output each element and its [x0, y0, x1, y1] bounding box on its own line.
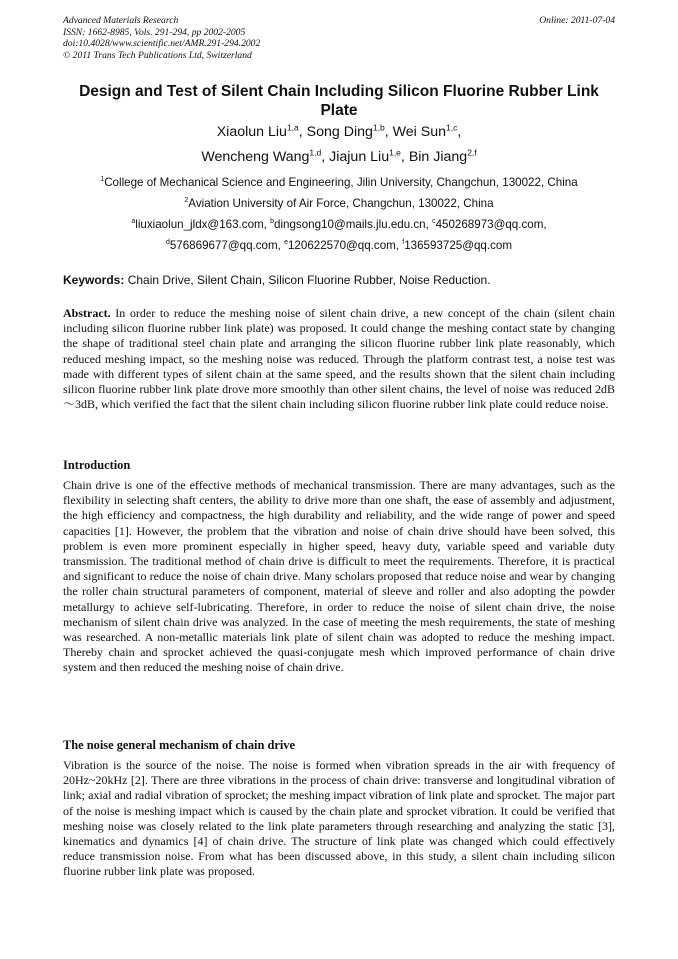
doi-line: doi:10.4028/www.scientific.net/AMR.291-294.2002 — [63, 38, 261, 49]
email-address[interactable]: liuxiaolun_jldx@163.com, — [135, 218, 271, 231]
email-address[interactable]: dingsong10@mails.jlu.edu.cn, — [274, 218, 433, 231]
affiliation-1 — [40, 175, 638, 190]
author-sup: 2,f — [467, 147, 477, 158]
journal-header — [63, 15, 615, 61]
abstract-label: Abstract. — [63, 306, 111, 320]
email-address[interactable]: 136593725@qq.com — [404, 239, 513, 252]
paper-title: Design and Test of Silent Chain Including Silicon Fluorine Rubber Link Plate — [79, 83, 599, 119]
keywords-label: Keywords: — [63, 273, 125, 287]
author-separator: , — [321, 149, 330, 165]
email-line-2 — [40, 238, 638, 253]
affiliation-text: College of Mechanical Science and Engineering, Jilin University, Changchun, 130022, China — [104, 176, 578, 189]
author-line-1 — [60, 123, 618, 141]
journal-name: Advanced Materials Research — [63, 15, 179, 26]
email-sup: e — [284, 239, 288, 247]
author-separator: , — [384, 124, 393, 140]
introduction-heading: Introduction — [63, 458, 131, 472]
author-name: Song Ding — [306, 124, 373, 140]
keywords-text: Chain Drive, Silent Chain, Silicon Fluorine Rubber, Noise Reduction. — [124, 273, 491, 287]
author-sup: 1,c — [446, 122, 458, 133]
email-sup: a — [131, 218, 136, 226]
introduction-text: Chain drive is one of the effective methods of mechanical transmission. There are many advantages, such as the flexibility in selecting shaft centers, the ability to drive more than one shaft, the ease of assembly and adjustment, the high efficiency and compactness, the high durability and reliability, and the wide range of power and speed capacities [1]. However, the problem that the vibration and noise of chain drive should have been solved, this problem is even more prominent especially in higher speed, heavy duty, variable speed and variable duty transmission. The traditional method of chain drive is difficult to meet the requirements. Therefore, it is practical and significant to reduce the noise of chain drive. Many scholars proposed that reduce noise and wear by changing the roller chain structural parameters of component, material of sleeve and roller and also adopting the powder metallurgy to achieve self-lubricating. Therefore, in order to reduce the noise of silent chain drive, the noise mechanism of silent chain drive was analyzed. In the case of meeting the mesh requirements, the state of meshing was researched. A non-metallic materials link plate of silent chain was adopted to reduce the meshing impact. Thereby chain and sprocket achieved the quasi-conjugate mesh which improved performance of chain drive system and then reduced the meshing noise of chain drive. — [63, 478, 615, 675]
author-separator: , — [400, 149, 409, 165]
email-sup: c — [432, 218, 436, 226]
author-separator: , — [457, 124, 462, 140]
email-address[interactable]: 120622570@qq.com, — [287, 239, 403, 252]
email-sup: d — [165, 239, 170, 247]
author-name: Wei Sun — [392, 124, 446, 140]
author-sup: 1,e — [389, 147, 401, 158]
author-name: Wencheng Wang — [201, 149, 310, 165]
issn-line: ISSN: 1662-8985, Vols. 291-294, pp 2002-2005 — [63, 26, 246, 38]
online-date: Online: 2011-07-04 — [539, 15, 615, 26]
author-sup: 1,b — [372, 122, 385, 133]
copyright-line: © 2011 Trans Tech Publications Ltd, Switzerland — [63, 49, 252, 61]
author-line-2 — [60, 148, 618, 166]
email-address[interactable]: 450268973@qq.com, — [435, 218, 547, 231]
section-heading: The noise general mechanism of chain drive — [63, 738, 295, 752]
author-separator: , — [298, 124, 307, 140]
email-line-1 — [40, 217, 638, 232]
email-sup: f — [402, 239, 405, 247]
keywords — [63, 273, 615, 288]
author-sup: 1,d — [309, 147, 322, 158]
author-name: Bin Jiang — [408, 149, 468, 165]
affiliation-sup: 2 — [184, 197, 189, 205]
affiliation-sup: 1 — [100, 176, 105, 184]
abstract — [63, 306, 615, 412]
section-text: Vibration is the source of the noise. The noise is formed when vibration spreads in the air with frequency of 20Hz~20kHz [2]. There are three vibrations in the process of chain drive: transverse and longitudinal vibration of link; axial and radial vibration of sprocket; the meshing impact vibration of link plate and sprocket. The major part of the noise is meshing impact which is caused by the chain plate and sprocket vibration. It could be verified that meshing noise was closely related to the link plate parameters through researching and analyzing the static [3], kinematics and dynamics [4] of chain drive. The structure of link plate was changed which could effectively reduce transmission noise. From what has been discussed above, in this study, a silent chain including silicon fluorine rubber link plate was proposed. — [63, 758, 615, 879]
abstract-text: In order to reduce the meshing noise of silent chain drive, a new concept of the chain (silent chain including silicon fluorine rubber link plate) was proposed. It could change the meshing contact state by changing the shape of traditional steel chain plate and arranging the silicon fluorine rubber link plate reasonably, which reduced meshing impact, so the meshing noise was reduced. Through the platform contrast test, a noise test was made with different types of silent chain at the same speed, and the results shown that the silent chain including silicon fluorine rubber link plate drove more smoothly than other silent chains, the level of noise was reduced 2dB～3dB, which verified the fact that the silent chain including silicon fluorine rubber link plate could reduce noise. — [63, 306, 615, 412]
author-name: Jiajun Liu — [329, 149, 390, 165]
affiliation-2 — [40, 196, 638, 211]
affiliation-text: Aviation University of Air Force, Changchun, 130022, China — [188, 197, 494, 210]
email-address[interactable]: 576869677@qq.com, — [169, 239, 285, 252]
author-name: Xiaolun Liu — [216, 124, 287, 140]
email-sup: b — [270, 218, 274, 226]
author-sup: 1,a — [286, 122, 299, 133]
